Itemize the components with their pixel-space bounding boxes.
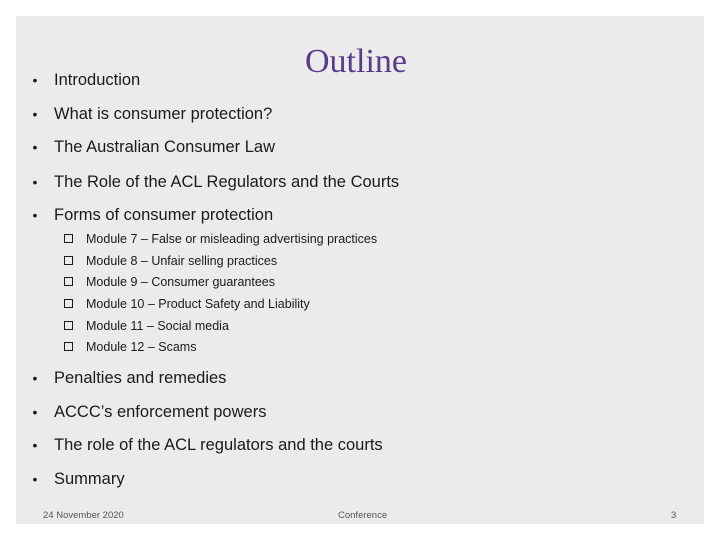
bullet-icon: • (32, 404, 38, 420)
sub-list-item (16, 295, 704, 313)
outline-item (16, 136, 704, 158)
sub-list-item-text: Module 9 – Consumer guarantees (86, 275, 276, 289)
checkbox-square-icon (64, 277, 73, 286)
outline-item-text: The role of the ACL regulators and the courts (54, 436, 383, 454)
outline-item-text: The Role of the ACL Regulators and the Courts (54, 173, 400, 191)
outline-item (16, 204, 704, 226)
sub-list-item (16, 338, 704, 356)
outline-item (16, 468, 704, 490)
sub-list-item (16, 273, 704, 291)
outline-item-text: Forms of consumer protection (54, 206, 274, 224)
sub-list-item (16, 252, 704, 270)
footer-date: 24 November 2020 (43, 510, 124, 521)
bullet-icon: • (32, 437, 38, 453)
outline-item (16, 434, 704, 456)
sub-list-item (16, 317, 704, 335)
bullet-icon: • (32, 139, 38, 155)
bullet-icon: • (32, 174, 38, 190)
bullet-icon: • (32, 72, 38, 88)
checkbox-square-icon (64, 321, 73, 330)
bullet-icon: • (32, 207, 38, 223)
sub-list-item-text: Module 7 – False or misleading advertising practices (86, 232, 378, 246)
sub-list-item (16, 230, 704, 248)
bullet-icon: • (32, 370, 38, 386)
sub-list-item-text: Module 12 – Scams (86, 340, 197, 354)
outline-item (16, 367, 704, 389)
outline-item (16, 103, 704, 125)
sub-list-item-text: Module 10 – Product Safety and Liability (86, 297, 310, 311)
slide-title: Outline (305, 43, 407, 80)
footer-center: Conference (338, 510, 388, 521)
outline-item-text: Summary (54, 470, 125, 488)
outline-item (16, 171, 704, 193)
outline-item (16, 401, 704, 423)
sub-list-item-text: Module 8 – Unfair selling practices (86, 254, 278, 268)
outline-item-text: Introduction (54, 71, 141, 89)
slide (16, 16, 704, 524)
checkbox-square-icon (64, 299, 73, 308)
outline-item-text: The Australian Consumer Law (54, 138, 276, 156)
outline-item-text: Penalties and remedies (54, 369, 227, 387)
bullet-icon: • (32, 106, 38, 122)
checkbox-square-icon (64, 256, 73, 265)
checkbox-square-icon (64, 234, 73, 243)
outline-item-text: ACCC’s enforcement powers (54, 403, 267, 421)
outline-item-text: What is consumer protection? (54, 105, 273, 123)
outline-item (16, 69, 704, 91)
checkbox-square-icon (64, 342, 73, 351)
sub-list-item-text: Module 11 – Social media (86, 319, 229, 333)
page-number: 3 (671, 510, 677, 521)
bullet-icon: • (32, 471, 38, 487)
